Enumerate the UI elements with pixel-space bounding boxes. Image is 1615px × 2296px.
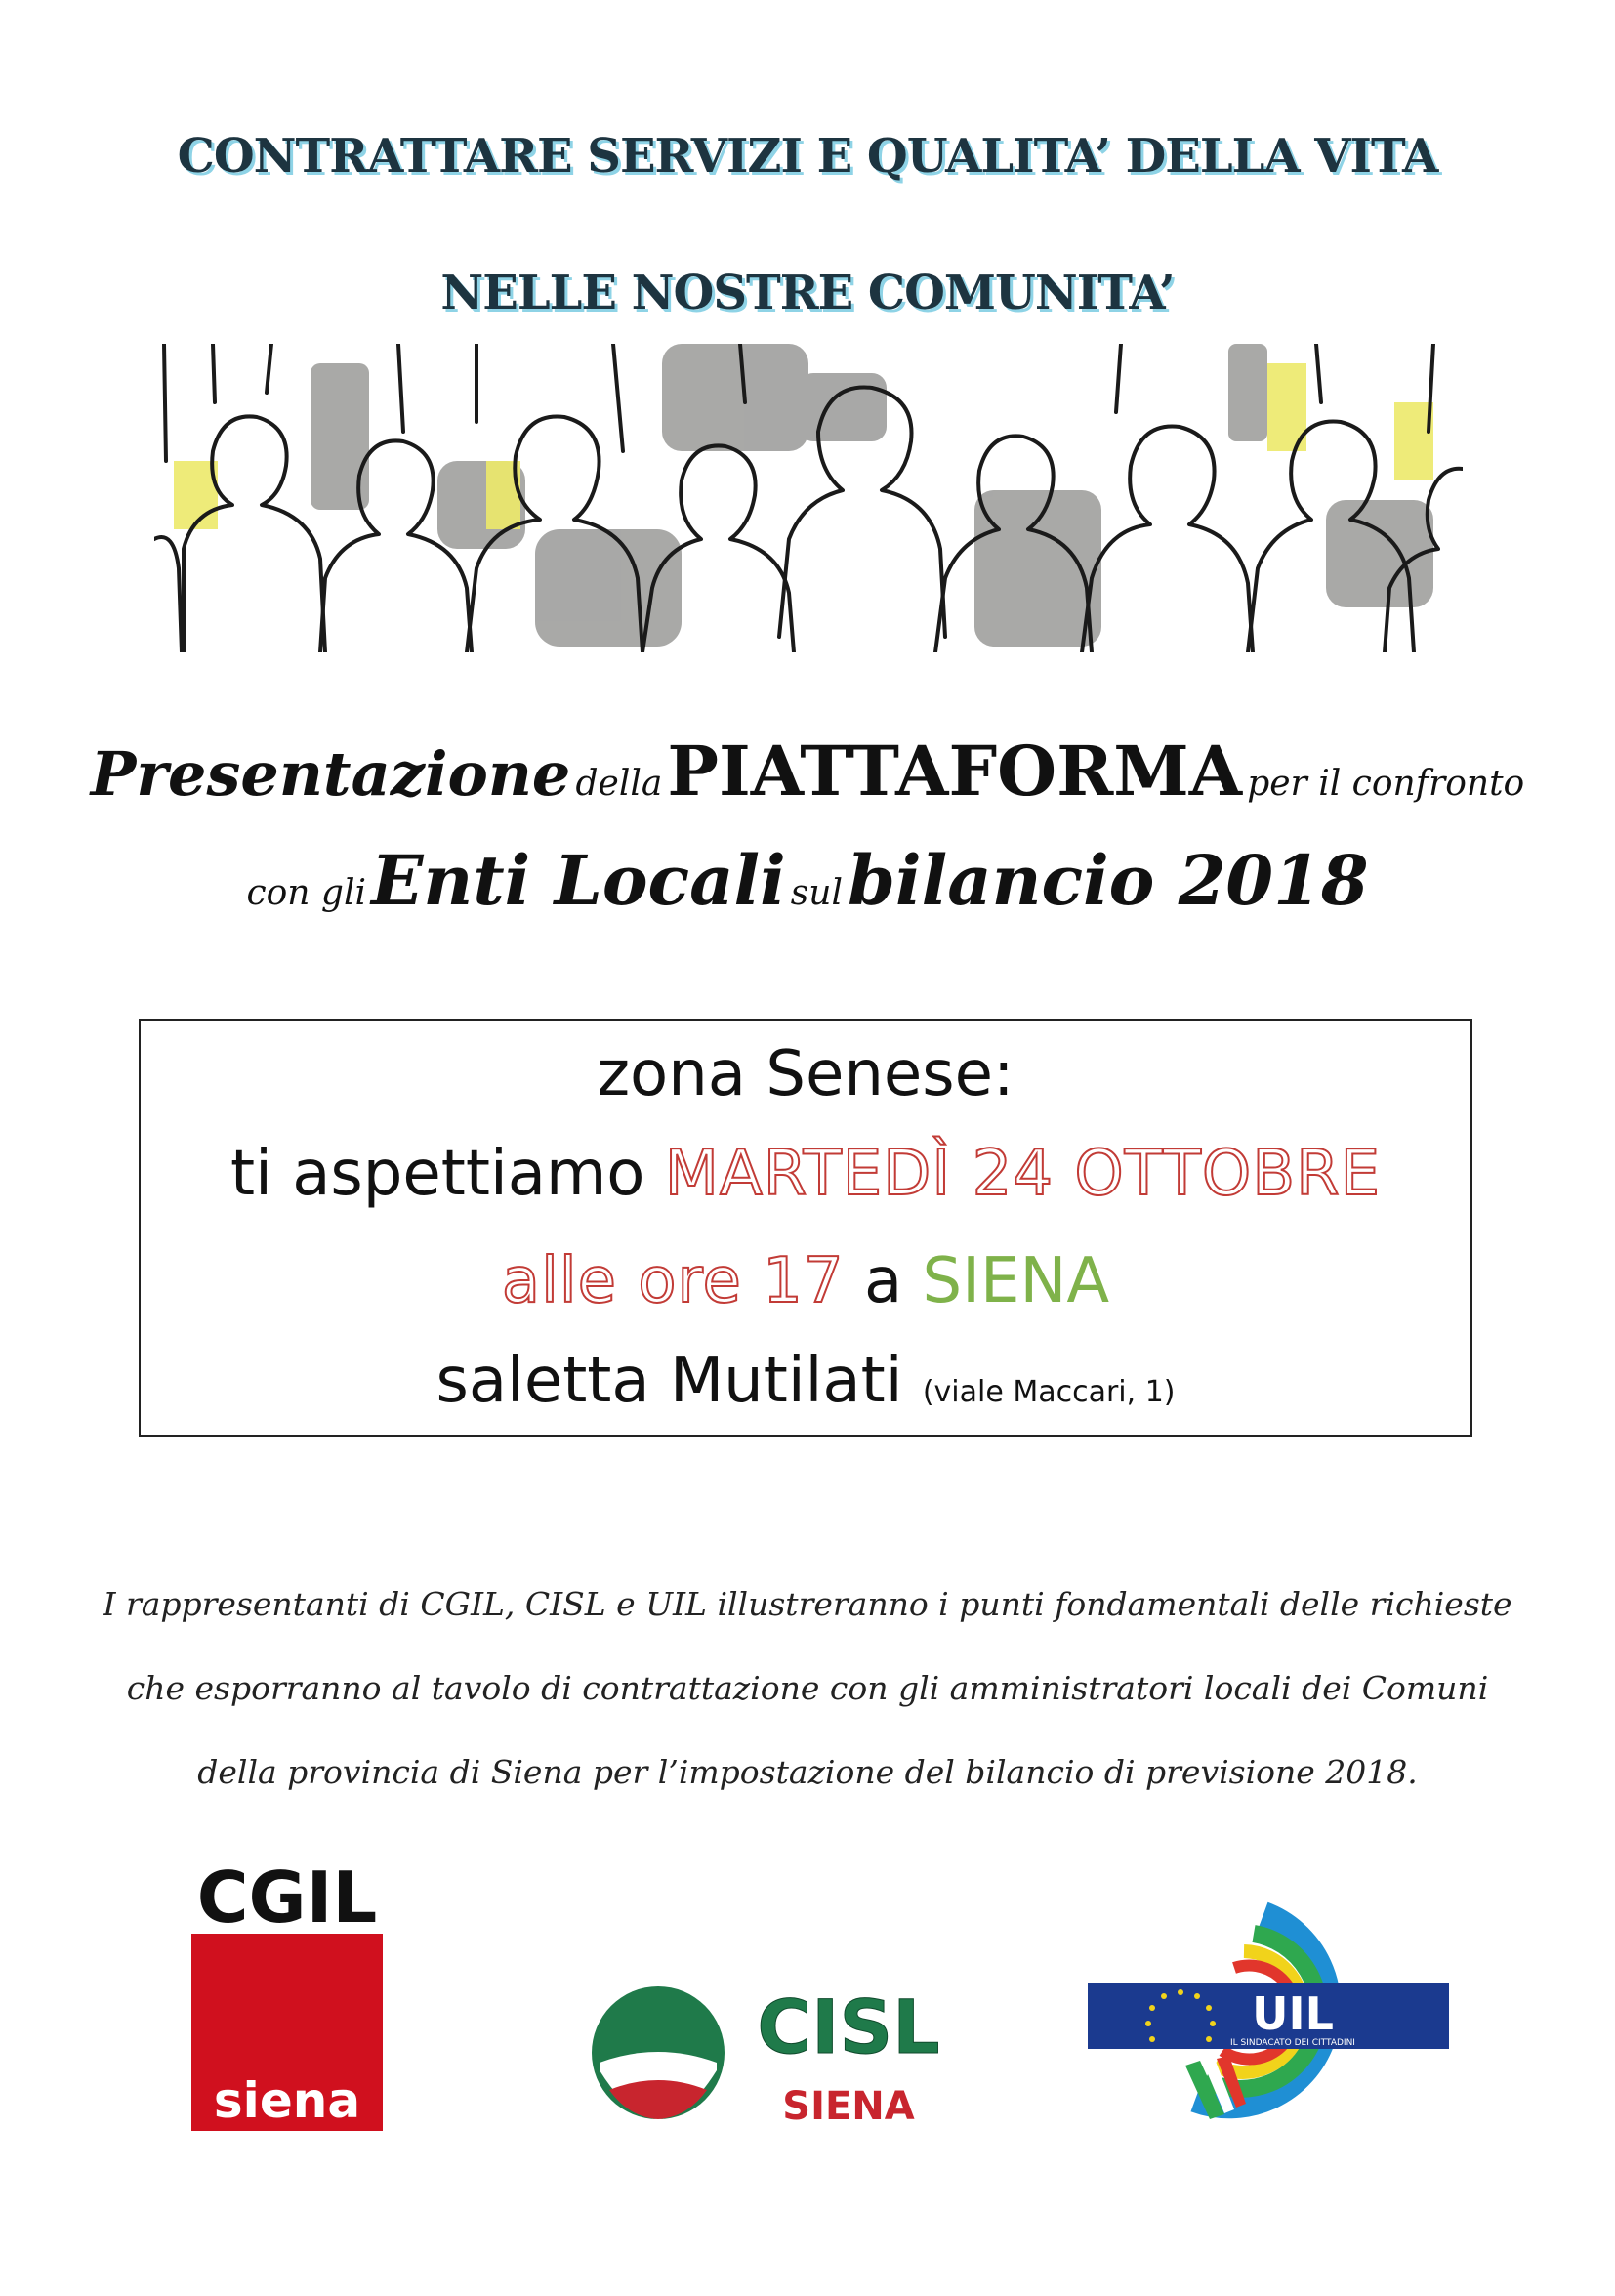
headline-con-gli: con gli xyxy=(246,873,366,913)
headline-bilancio: bilancio 2018 xyxy=(848,840,1369,921)
cgil-logo-bottom: siena xyxy=(213,2072,361,2129)
headline-line-2 xyxy=(0,840,1615,921)
title-line-1: CONTRATTARE SERVIZI E QUALITA’ DELLA VITA xyxy=(177,129,1438,184)
event-date-line xyxy=(141,1138,1470,1210)
uil-logo-name: UIL xyxy=(1252,1987,1334,2040)
event-zone: zona Senese: xyxy=(597,1038,1015,1110)
event-city: SIENA xyxy=(922,1245,1110,1317)
headline-presentazione: Presentazione xyxy=(90,738,571,810)
headline-della: della xyxy=(575,764,663,804)
headline-line-1 xyxy=(0,731,1615,812)
headline-per-il-confronto: per il confronto xyxy=(1247,764,1525,804)
event-date: MARTEDÌ 24 OTTOBRE xyxy=(664,1138,1382,1210)
event-box xyxy=(139,1019,1472,1437)
cisl-logo-sub: SIENA xyxy=(782,2084,915,2129)
event-invite: ti aspettiamo xyxy=(229,1138,645,1210)
uil-logo xyxy=(1088,1895,1449,2129)
headline-piattaforma: PIATTAFORMA xyxy=(667,731,1243,812)
paragraph-line-2: che esporranno al tavolo di contrattazione con gli amministratori locali dei Comuni xyxy=(126,1669,1489,1707)
event-time-line xyxy=(141,1245,1470,1317)
crowd-illustration xyxy=(154,344,1463,652)
cgil-logo xyxy=(191,1856,383,2131)
title-line-2: NELLE NOSTRE COMUNITA’ xyxy=(440,266,1175,320)
paragraph-line-3: della provincia di Siena per l’impostazione del bilancio di previsione 2018. xyxy=(197,1753,1418,1791)
cisl-logo-name: CISL xyxy=(757,1983,940,2070)
paragraph-line-1: I rappresentanti di CGIL, CISL e UIL illustreranno i punti fondamentali delle richieste xyxy=(103,1585,1512,1623)
event-room: saletta Mutilati xyxy=(435,1345,903,1417)
headline-enti-locali: Enti Locali xyxy=(371,840,786,921)
headline-sul: sul xyxy=(790,873,843,913)
event-room-line xyxy=(141,1345,1470,1417)
event-time: alle ore 17 xyxy=(501,1245,845,1317)
event-address: (viale Maccari, 1) xyxy=(922,1375,1176,1409)
event-a: a xyxy=(863,1245,903,1317)
cgil-logo-top: CGIL xyxy=(196,1857,378,1939)
cisl-logo xyxy=(590,1973,961,2133)
uil-logo-slogan: IL SINDACATO DEI CITTADINI xyxy=(1230,2038,1355,2048)
